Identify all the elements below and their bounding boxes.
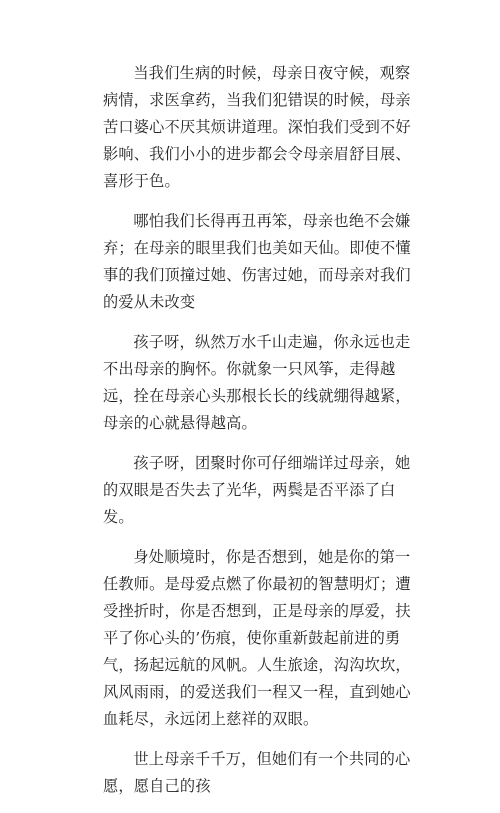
article-body xyxy=(103,60,423,813)
paragraph-2: 哪怕我们长得再丑再笨，母亲也绝不会嫌弃；在母亲的眼里我们也美如天仙。即使不懂事的我们顶撞过她、伤害过她，而母亲对我们的爱从未改变 xyxy=(103,212,411,311)
paragraph-4: 孩子呀，团聚时你可仔细端详过母亲，她的双眼是否失去了光华，两鬓是否平添了白发。 xyxy=(103,454,411,526)
paragraph-3: 孩子呀，纵然万水千山走遍，你永远也走不出母亲的胸怀。你就象一只风筝，走得越远，拴在母亲心头那根长长的线就绷得越紧，母亲的心就悬得越高。 xyxy=(103,333,411,432)
paragraph-6: 世上母亲千千万，但她们有一个共同的心愿，愿自己的孩 xyxy=(103,750,411,795)
paragraph-1: 当我们生病的时候，母亲日夜守候，观察病情，求医拿药，当我们犯错误的时候，母亲苦口婆心不厌其烦讲道理。深怕我们受到不好影响、我们小小的进步都会令母亲眉舒目展、喜形于色。 xyxy=(103,64,411,190)
paragraph-5: 身处顺境时，你是否想到，她是你的第一任教师。是母爱点燃了你最初的智慧明灯；遭受挫折时，你是否想到，正是母亲的厚爱，扶平了你心头的’伤痕，使你重新鼓起前进的勇气，扬起远航的风帆。人生旅途，沟沟坎坎，风风雨雨，的爱送我们一程又一程，直到她心血耗尽，永远闭上慈祥的双眼。 xyxy=(103,548,411,728)
